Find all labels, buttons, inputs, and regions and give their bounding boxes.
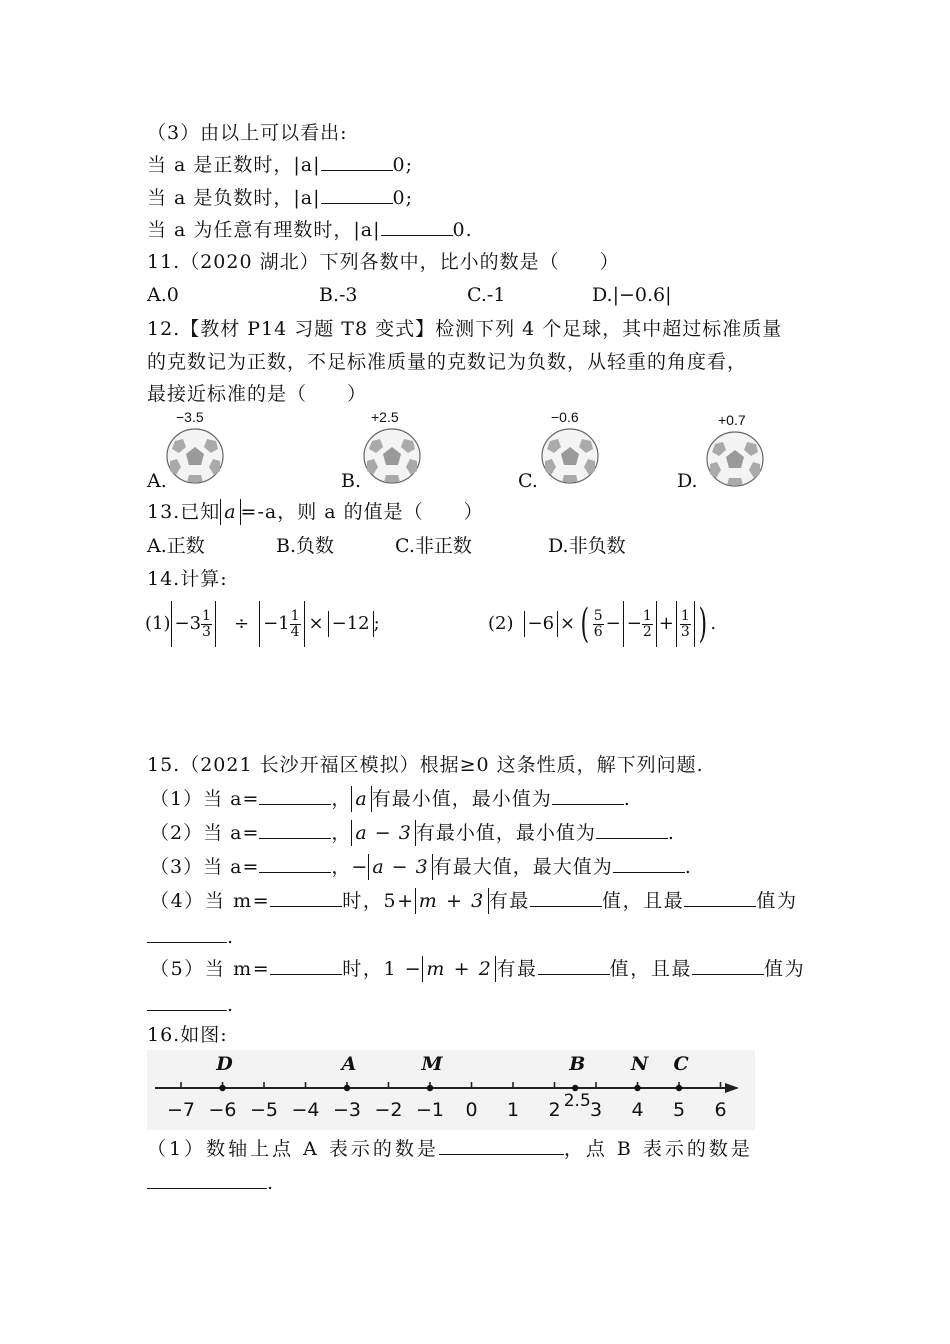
q15-s1-mid: ，	[331, 788, 352, 810]
q12-option-c-label[interactable]: C.	[518, 470, 538, 492]
q15-s4-post3: 值为	[756, 890, 798, 912]
ball-c-value: −0.6	[551, 409, 579, 425]
point-label-b: B	[569, 1053, 586, 1075]
q15-s4-mid: 时，5+	[342, 890, 415, 912]
q16-sub-1-cont	[147, 1170, 274, 1196]
answer-blank[interactable]	[596, 820, 668, 839]
answer-blank[interactable]	[692, 956, 764, 975]
q12-line-1: 12.【教材 P14 习题 T8 变式】检测下列 4 个足球，其中超过标准质量	[147, 318, 783, 340]
point-label-a: A	[341, 1053, 357, 1075]
q10-line-3	[147, 217, 473, 243]
point-label-n: N	[630, 1053, 649, 1075]
answer-blank[interactable]	[552, 786, 624, 805]
q14-p2-end: .	[710, 613, 717, 634]
soccer-ball-icon	[540, 427, 600, 485]
q15-s4-end: .	[227, 926, 235, 948]
q10-line-1-text: 当 a 是正数时，|a|	[147, 154, 321, 176]
numerator: 1	[290, 607, 300, 624]
answer-blank[interactable]	[147, 992, 227, 1011]
q15-s4-post: 有最	[488, 890, 530, 912]
numerator: 5	[593, 607, 603, 624]
q15-s3-pre: （3）当 a=	[150, 856, 260, 878]
point-label-d: D	[216, 1053, 233, 1075]
point-b-value-label: 2.5	[563, 1091, 591, 1111]
q10-line-3-end: 0.	[452, 219, 473, 241]
numerator: 1	[642, 607, 652, 624]
q14-p2-plus: +	[658, 613, 674, 634]
q14-p2-abs-2	[623, 601, 657, 647]
answer-blank[interactable]	[538, 956, 610, 975]
answer-blank[interactable]	[259, 786, 331, 805]
ball-b-value: +2.5	[371, 409, 399, 425]
q15-s1-expr: a	[351, 786, 371, 812]
numerator: 1	[680, 607, 690, 624]
answer-blank[interactable]	[259, 854, 331, 873]
q13-option-a[interactable]: A.正数	[147, 535, 205, 557]
q16-title: 16.如图:	[147, 1024, 228, 1046]
q14-part-2	[488, 597, 716, 651]
point-c	[676, 1085, 682, 1091]
q14-p1-times: ×	[308, 613, 324, 634]
q11-option-c[interactable]: C.-1	[467, 284, 506, 306]
q15-sub-5-cont	[147, 992, 234, 1018]
denominator: 4	[290, 623, 300, 640]
q15-s5-post3: 值为	[764, 958, 806, 980]
tick-label: 3	[589, 1099, 603, 1121]
q15-s3-end: .	[684, 856, 692, 878]
q15-sub-1	[150, 786, 631, 812]
point-label-c: C	[673, 1053, 689, 1075]
q12-option-d-label[interactable]: D.	[677, 470, 698, 492]
q15-s4-pre: （4）当 m=	[150, 890, 271, 912]
answer-blank[interactable]	[147, 924, 227, 943]
numerator: 1	[202, 607, 211, 624]
q14-p1-b-whole: −1	[263, 613, 290, 634]
answer-blank[interactable]	[270, 888, 342, 907]
point-d	[219, 1085, 225, 1091]
tick-label: −2	[374, 1099, 403, 1121]
fraction	[593, 609, 604, 640]
q15-s1-post: 有最小值，最小值为	[371, 788, 552, 810]
answer-blank[interactable]	[439, 1136, 564, 1155]
answer-blank[interactable]	[259, 820, 331, 839]
q13-stem-pre: 13.已知	[147, 501, 221, 523]
tick-label: −4	[291, 1099, 320, 1121]
ball-a-value: −3.5	[176, 409, 204, 425]
q16-sub1-mid: ，点 B 表示的数是	[563, 1138, 753, 1160]
tick-label: 2	[548, 1099, 561, 1121]
answer-blank[interactable]	[684, 888, 756, 907]
q14-p1-div: ÷	[233, 613, 250, 634]
q15-s5-end: .	[227, 994, 235, 1016]
q14-title: 14.计算:	[147, 568, 228, 590]
q14-p1-abs-3: −12	[328, 611, 374, 637]
q15-s5-post2: 值，且最	[609, 958, 693, 980]
answer-blank[interactable]	[530, 888, 602, 907]
q15-s2-end: .	[667, 822, 675, 844]
left-paren: (	[580, 601, 590, 647]
answer-blank[interactable]	[381, 217, 453, 236]
soccer-ball-icon	[705, 430, 765, 488]
q11-option-b[interactable]: B.-3	[319, 284, 358, 306]
fraction	[642, 609, 653, 640]
number-line-background	[147, 1050, 755, 1130]
q15-s3-post: 有最大值，最大值为	[432, 856, 613, 878]
q14-p2-minus: −	[605, 613, 621, 634]
answer-blank[interactable]	[613, 854, 685, 873]
tick-label: 1	[506, 1099, 520, 1121]
denominator: 6	[593, 623, 603, 640]
q15-s4-post2: 值，且最	[602, 890, 685, 912]
q14-p1-a-whole: −3	[174, 613, 202, 634]
q10-line-2-end: 0;	[392, 187, 414, 209]
point-n	[634, 1085, 640, 1091]
q13-abs-a: a	[220, 499, 240, 525]
q12-option-b-label[interactable]: B.	[341, 470, 362, 492]
q14-p2-label: (2)	[488, 613, 514, 634]
q10-intro: （3）由以上可以看出:	[147, 122, 348, 144]
q14-p2-abs-1: −6	[524, 611, 559, 637]
answer-blank[interactable]	[270, 956, 342, 975]
fraction	[290, 609, 301, 640]
tick-label: 4	[631, 1099, 644, 1121]
q10-line-1-end: 0;	[392, 154, 414, 176]
fraction	[680, 609, 691, 640]
q13-option-b[interactable]: B.负数	[276, 535, 335, 557]
q15-s2-mid: ，	[331, 822, 352, 844]
q10-line-1	[147, 152, 413, 178]
q14-part-1	[145, 597, 380, 651]
q10-line-2-text: 当 a 是负数时，|a|	[147, 187, 321, 209]
denominator: 3	[202, 623, 211, 640]
q10-line-3-text: 当 a 为任意有理数时，|a|	[147, 219, 381, 241]
q14-p1-end: ;	[373, 613, 380, 634]
q14-p2-times: ×	[560, 613, 576, 634]
point-a	[344, 1085, 350, 1091]
tick-label: 6	[714, 1099, 727, 1121]
q13-stem	[147, 499, 484, 525]
q15-s1-pre: （1）当 a=	[150, 788, 260, 810]
q15-s1-end: .	[623, 788, 631, 810]
tick-label: −6	[208, 1099, 237, 1121]
right-paren: )	[698, 601, 707, 647]
q12-line-3: 最接近标准的是（ ）	[147, 383, 368, 405]
denominator: 3	[680, 623, 690, 640]
q13-stem-post: =-a，则 a 的值是（ ）	[240, 501, 484, 523]
q15-s2-pre: （2）当 a=	[150, 822, 260, 844]
answer-blank[interactable]	[321, 185, 393, 204]
q15-s5-mid: 时，1 −	[342, 958, 423, 980]
tick-label: −1	[415, 1099, 445, 1121]
q14-p1-abs-2	[259, 601, 304, 647]
soccer-ball-icon	[165, 427, 225, 485]
q15-s2-expr: a − 3	[351, 820, 415, 846]
q15-stem: 15.（2021 长沙开福区模拟）根据≥0 这条性质，解下列问题.	[147, 754, 704, 776]
q16-sub1-pre: （1）数轴上点 A 表示的数是	[147, 1138, 439, 1160]
soccer-ball-icon	[362, 427, 422, 485]
answer-blank[interactable]	[321, 152, 393, 171]
q15-sub-4-cont	[147, 924, 234, 950]
fraction	[201, 609, 212, 640]
number-line	[147, 1050, 755, 1130]
q15-s4-expr: m + 3	[415, 888, 489, 914]
q15-s3-mid: ，−	[331, 856, 369, 878]
q14-p2-f2-sign: −	[626, 613, 642, 634]
q15-sub-4	[150, 888, 798, 914]
q14-p1-label: (1)	[145, 613, 171, 634]
q16-sub-1	[147, 1136, 753, 1162]
tick-label: −7	[166, 1099, 196, 1121]
tick-label: −3	[332, 1099, 362, 1121]
q11-option-a[interactable]: A.0	[147, 284, 179, 306]
q15-sub-5	[150, 956, 805, 982]
q11-stem: 11.（2020 湖北）下列各数中，比小的数是（ ）	[147, 251, 620, 273]
q11-option-d[interactable]: D.|−0.6|	[592, 284, 672, 306]
tick-label: −5	[249, 1099, 279, 1121]
point-m	[427, 1085, 433, 1091]
denominator: 2	[642, 623, 652, 640]
q15-s5-post: 有最	[496, 958, 538, 980]
q14-p1-abs-1	[171, 601, 216, 647]
q15-sub-2	[150, 820, 675, 846]
q15-sub-3	[150, 854, 692, 880]
ball-d-value: +0.7	[718, 412, 746, 428]
tick-label: 5	[672, 1099, 686, 1121]
tick-label: 0	[465, 1099, 478, 1121]
q16-sub1-end: .	[267, 1172, 275, 1194]
q12-option-a-label[interactable]: A.	[147, 470, 167, 492]
q13-option-c[interactable]: C.非正数	[395, 535, 472, 557]
q13-option-d[interactable]: D.非负数	[548, 535, 626, 557]
answer-blank[interactable]	[147, 1170, 267, 1189]
q14-p2-abs-3	[676, 601, 695, 647]
q10-line-2	[147, 185, 413, 211]
q12-line-2: 的克数记为正数，不足标准质量的克数记为负数，从轻重的角度看，	[147, 351, 748, 373]
q15-s5-expr: m + 2	[422, 956, 496, 982]
q15-s3-expr: a − 3	[368, 854, 432, 880]
q15-s5-pre: （5）当 m=	[150, 958, 271, 980]
q15-s2-post: 有最小值，最小值为	[415, 822, 596, 844]
point-label-m: M	[421, 1053, 443, 1075]
